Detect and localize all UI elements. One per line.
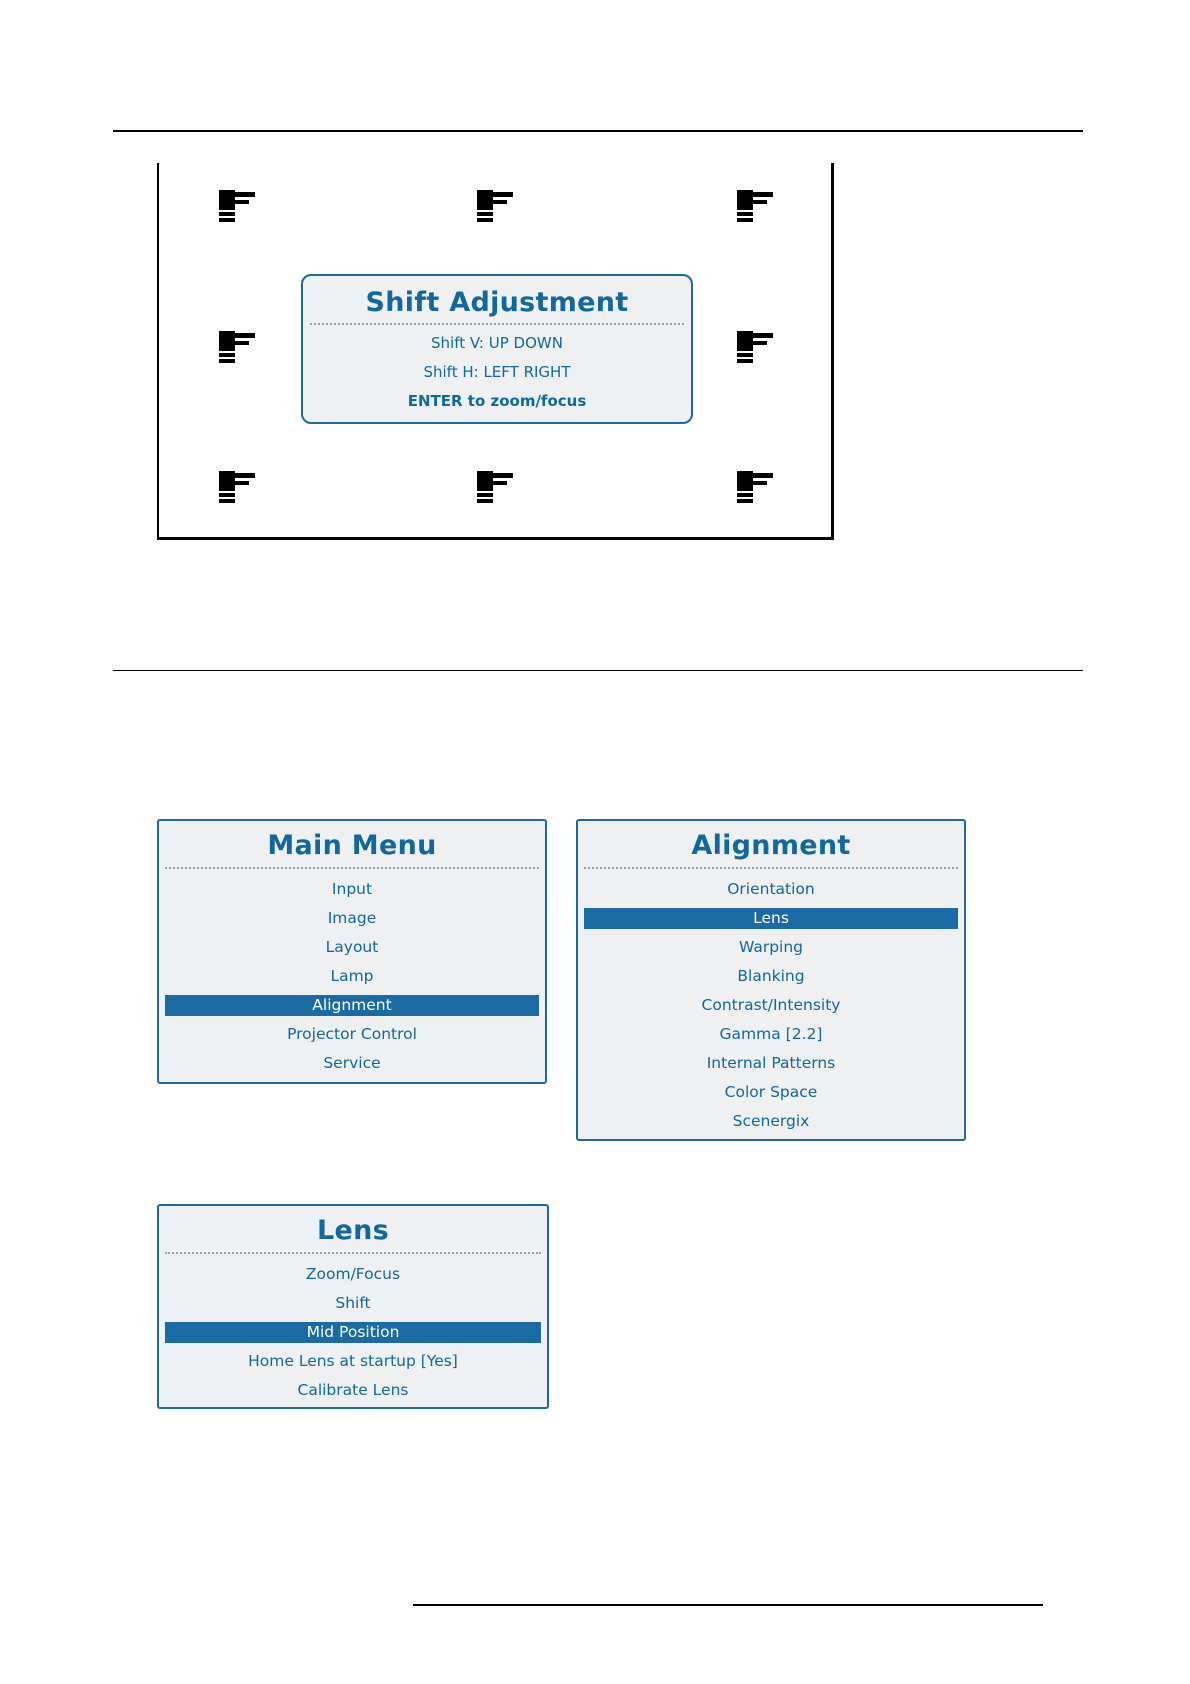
footer-rule [413, 1604, 1043, 1606]
menu-item-color-space[interactable]: Color Space [724, 1083, 818, 1101]
title-separator [310, 323, 684, 325]
pattern-marker-icon [219, 471, 255, 503]
menu-item-projector-control[interactable]: Projector Control [287, 1025, 417, 1043]
menu-item-image[interactable]: Image [327, 909, 377, 927]
menu-item-orientation[interactable]: Orientation [727, 880, 815, 898]
menu-item-lamp[interactable]: Lamp [330, 967, 374, 985]
pattern-marker-icon [219, 190, 255, 222]
shift-horizontal-hint: Shift H: LEFT RIGHT [423, 363, 571, 381]
menu-title: Lens [316, 1215, 389, 1246]
menu-title: Main Menu [267, 830, 437, 861]
menu-item-mid-position[interactable]: Mid Position [165, 1322, 541, 1343]
pattern-marker-icon [219, 331, 255, 363]
menu-item-calibrate-lens[interactable]: Calibrate Lens [297, 1381, 409, 1399]
menu-item-lens[interactable]: Lens [584, 908, 958, 929]
title-separator [584, 867, 958, 869]
menu-item-contrast-intensity[interactable]: Contrast/Intensity [701, 996, 841, 1014]
menu-item-blanking[interactable]: Blanking [737, 967, 805, 985]
menu-item-shift[interactable]: Shift [335, 1294, 371, 1312]
menu-item-zoom-focus[interactable]: Zoom/Focus [305, 1265, 401, 1283]
title-separator [165, 867, 539, 869]
menu-item-warping[interactable]: Warping [738, 938, 803, 956]
menu-item-service[interactable]: Service [323, 1054, 381, 1072]
menu-item-alignment[interactable]: Alignment [165, 995, 539, 1016]
enter-zoom-focus-hint: ENTER to zoom/focus [407, 392, 587, 410]
title-separator [165, 1252, 541, 1254]
pattern-marker-icon [477, 471, 513, 503]
menu-title: Alignment [691, 830, 851, 861]
top-rule [113, 130, 1083, 132]
pattern-marker-icon [737, 471, 773, 503]
menu-item-gamma[interactable]: Gamma [2.2] [719, 1025, 823, 1043]
panel-title: Shift Adjustment [365, 287, 629, 318]
shift-adjustment-panel [301, 274, 693, 424]
menu-item-home-lens-at-startup[interactable]: Home Lens at startup [Yes] [248, 1352, 458, 1370]
menu-item-scenergix[interactable]: Scenergix [732, 1112, 810, 1130]
menu-item-input[interactable]: Input [331, 880, 373, 898]
pattern-marker-icon [737, 190, 773, 222]
pattern-marker-icon [477, 190, 513, 222]
menu-item-internal-patterns[interactable]: Internal Patterns [706, 1054, 836, 1072]
main-menu-panel [157, 819, 547, 1084]
shift-vertical-hint: Shift V: UP DOWN [431, 334, 563, 352]
section-rule [113, 670, 1083, 671]
menu-item-layout[interactable]: Layout [325, 938, 379, 956]
alignment-menu-panel [576, 819, 966, 1141]
pattern-marker-icon [737, 331, 773, 363]
lens-menu-panel [157, 1204, 549, 1409]
